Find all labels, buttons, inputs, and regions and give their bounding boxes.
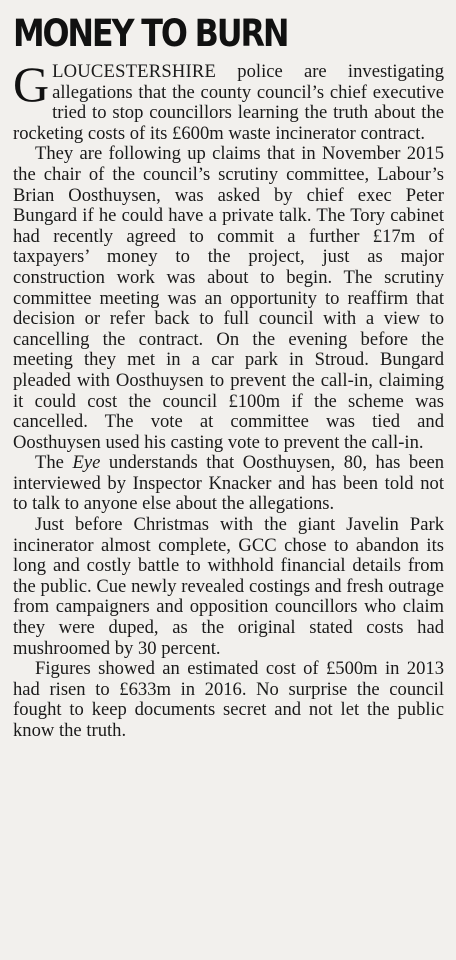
paragraph-3-text: understands that Oosthuysen, 80, has been interviewed by Inspector Knacker and has been told not to talk to anyone else about the allegations. [13,452,445,515]
article-body [13,56,445,742]
paragraph-1-caps: LOUCESTERSHIRE [52,61,217,82]
publication-name: Eye [72,452,101,474]
paragraph-5: Figures showed an estimated cost of £500m in 2013 had risen to £633m in 2016. No surprise the council fought to keep documents secret and not let the public know the truth. [13,658,444,741]
drop-cap: G [13,56,50,112]
paragraph-4: Just before Christmas with the giant Javelin Park incinerator almost complete, GCC chose to abandon its long and costly battle to withhold financial details from the public. Cue newly revealed costings and fresh outrage from campaigners and opposition councillors who claim they were duped, as the original stated costs had mushroomed by 30 percent. [13,514,444,659]
paragraph-1 [13,56,444,144]
paragraph-3 [13,453,444,515]
paragraph-1-text: police are investigating allegations that the county council’s chief executive tried to stop councillors learning the truth about the rocketing costs of its £600m waste incinerator contract. [13,61,444,144]
paragraph-2: They are following up claims that in November 2015 the chair of the council’s scrutiny committee, Labour’s Brian Oosthuysen, was asked by chief exec Peter Bungard if he could have a private talk. The Tory cabinet had recently agreed to commit a further £17m of taxpayers’ money to the project, just as major construction work was about to begin. The scrutiny committee meeting was an opportunity to reaffirm that decision or refer back to full council with a view to cancelling the contract. On the evening before the meeting they met in a car park in Stroud. Bungard pleaded with Oosthuysen to prevent the call-in, claiming it could cost the council £100m if the scheme was cancelled. The vote at committee was tied and Oosthuysen used his casting vote to prevent the call-in. [13,143,444,453]
paragraph-3-lead: The [35,452,73,474]
headline: MONEY TO BURN [13,12,288,55]
